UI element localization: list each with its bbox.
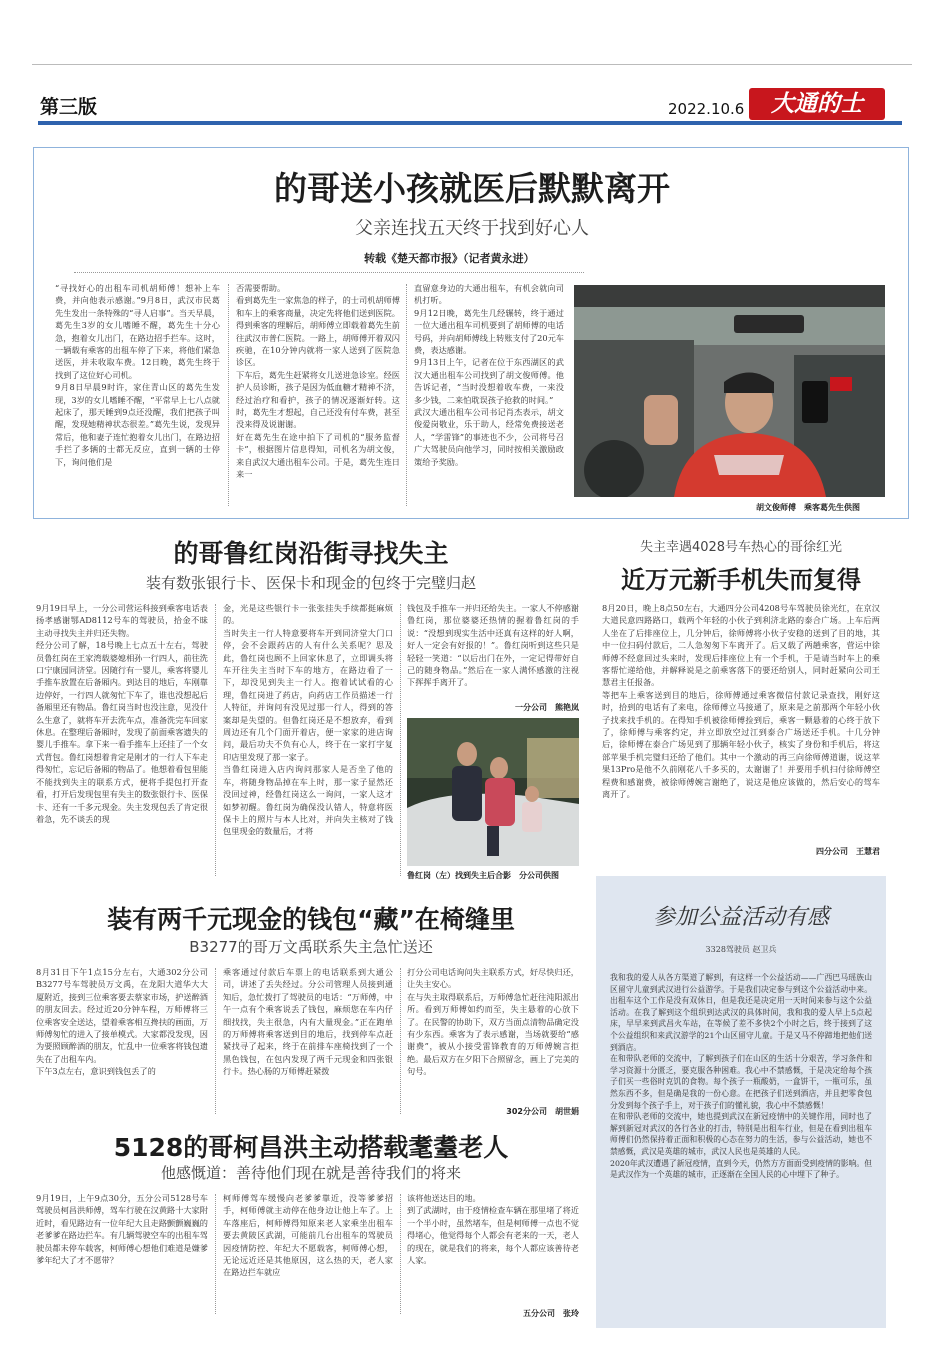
- article1-source-rule: [74, 272, 584, 273]
- article6-body: [610, 972, 872, 1317]
- masthead-rule: [38, 121, 902, 125]
- article-charity-essay: [596, 876, 886, 1328]
- section-label: 第三版: [40, 96, 98, 118]
- article2-col3: [407, 602, 579, 714]
- article-taxi-child-hospital: [33, 147, 909, 519]
- article4-col-rule: [215, 968, 216, 1114]
- article4-col2: [223, 966, 393, 1116]
- article2-col2: [223, 602, 393, 882]
- article6-title: 参加公益活动有感: [652, 905, 829, 930]
- article1-col3-text: 直留意身边的大通出租车，有机会就向司机打听。 9月12日晚，葛先生几经辗转，终于通过一位大通出租车司机要到了胡师傅的电话号码，并向胡师傅线上转账支付了20元车费，表达感谢。 9月13日上午，记者在位于东西湖区的武汉大通出租车公司找到了胡文俊师傅。他告诉记者，“当时没想着收车费，一来没多少钱，二来怕耽误孩子抢救的时间。” 武汉大通出租车公司书记肖杰表示，胡文俊爱岗敬业，乐于助人，经常免费接送老人，“学雷锋”的事迹也不少，公司将号召广大驾驶员向他学习，同时按相关激励政策给予奖励。: [414, 283, 564, 467]
- article5-col2-text: 柯师傅驾车缓慢向老爹爹靠近，没等爹爹招手，柯师傅就主动停在他身边让他上车了。上车落座后，柯师傅得知原来老人家乘坐出租车要去黄陂区武湖，可能前几台出租车的驾驶员因疫情防控、年纪大不愿载客，柯师傅心想，无论远近还是其他原因，这么热的天，老人家在路边拦车就应: [223, 1193, 393, 1278]
- driver-photo-illustration: [574, 285, 885, 497]
- article5-title: 5128的哥柯昌洪主动搭载耄耋老人: [113, 1133, 509, 1162]
- article2-col-rule: [215, 604, 216, 876]
- article5-subtitle: 他感慨道：善待他们现在就是善待我们的将来: [160, 1164, 461, 1182]
- article5-col2: [223, 1192, 393, 1316]
- article2-col3-text: 钱包及手推车一并归还给失主。一家人不停感谢鲁红岗，那位婆婆还热情的握着鲁红岗的手说：“没想到现实生活中还真有这样的好人啊，好人一定会有好报的！”。鲁红岗听到这些只是轻轻一笑道：“以后出门在外，一定记得带好自己的随身物品。”然后在一家人满怀感激的注视下挥挥手离开了。: [407, 603, 579, 688]
- issue-date: 2022.10.6: [668, 100, 745, 118]
- article-wallet-in-seat: [33, 898, 589, 1126]
- article4-col-rule: [400, 968, 401, 1114]
- article4-subtitle: B3277的哥万文禹联系失主急忙送还: [189, 938, 433, 956]
- group-photo-illustration: [407, 718, 579, 866]
- article1-photo-caption: 胡文俊师傅 乘客葛先生供图: [756, 503, 860, 512]
- article1-subtitle: 父亲连找五天终于找到好心人: [355, 218, 589, 239]
- article1-title: 的哥送小孩就医后默默离开: [274, 169, 670, 208]
- article4-col1: [36, 966, 208, 1116]
- article6-author: 3328驾驶员 赵卫兵: [705, 945, 777, 954]
- article1-col2: [236, 282, 400, 510]
- article3-byline: 四分公司 王慧君: [816, 847, 880, 856]
- article5-col1-text: 9月19日，上午9点30分，五分公司5128号车驾驶员柯昌洪师傅，驾车行驶在汉黄路十大家附近时，看见路边有一位年纪大且走路颤颤巍巍的老爹爹在路边拦车。有几辆驾驶空车的出租车驾驶员都未停车载客，柯师傅心想他们难道是嫌爹爹年纪大了才不愿带？: [36, 1193, 208, 1266]
- article2-subtitle: 装有数张银行卡、医保卡和现金的包终于完璧归赵: [145, 574, 476, 592]
- article4-title: 装有两千元现金的钱包“藏”在椅缝里: [107, 905, 515, 934]
- article1-col1-text: “寻找好心的出租车司机胡师傅！想补上车费，并向他表示感谢。”9月8日，武汉市民葛先生发出一条特殊的“寻人启事”。当天早晨，葛先生3岁的女儿嗜睡不醒，葛先生十分心急，抱着女儿出门，在路边招手拦车。这时，一辆载有乘客的出租车停了下来，将他们紧急送医，并未收取车费。12日晚，葛先生终于找到了这位好心司机。 9月8日早晨9时许，家住青山区的葛先生发现，3岁的女儿嗜睡不醒，“平常早上七八点就起床了，那天睡到9点还没醒，我们把孩子叫醒，发现她精神状态很差。”葛先生说，发现异常后，他和妻子连忙抱着女儿出门，在路边招手拦了多辆的士都无反应，直到一辆的士停下，询问他们是: [55, 283, 220, 467]
- article1-col-rule: [228, 284, 229, 506]
- article1-col3: [414, 282, 564, 510]
- article5-byline: 五分公司 张玲: [523, 1309, 579, 1318]
- article6-body-text: 我和我的爱人从各方渠道了解到，有这样一个公益活动——广西巴马瑶族山区留守儿童到武汉进行公益游学。于是我们决定参与到这个公益活动中来。出租车这个工作是没有双休日，但是我还是决定用一天时间来参与这个公益活动。在我了解到这个组织到达武汉的具体时间，我和我的爱人早上5点起床，早早来到武昌火车站，在等候了差不多快2个小时之后，终于接到了这个公益组织和来武汉游学的21个山区留守儿童。于是又马不停蹄地把他们送到酒店。 在和带队老师的交流中，了解到孩子们在山区的生活十分艰苦，学习条件和学习资源十分匮乏，要克服各种困难。我心中不禁感慨，于是决定给每个孩子们买一些俗时克饥的食物。每个孩子一瓶酸奶，一盒饼干，一瓶可乐，虽然东西不多，但是确是我的一份心意。在把孩子们送到酒店，并且把零食包分发到每个孩子手上，对于孩子们的懂礼貌，我心中不禁感慨！ 在和带队老师的交流中，她也提到武汉在新冠疫情中的关键作用，同时也了解到新冠对武汉的各行各业的打击，特别是出租车行业，但是在看到出租车师傅们仍然保持着正面和积极的心态在努力的生活，参与公益活动，她也不禁感慨，武汉是英雄的城市，武汉人民也是英雄的人民。 2020年武汉遭遇了新冠疫情，直到今天，仍然方方面面受到疫情的影响。但是武汉作为一个英雄的城市，正逐渐在全国人民的心中埋下了种子。: [610, 973, 872, 1180]
- article5-col-rule: [400, 1194, 401, 1314]
- article2-col-rule: [400, 604, 401, 876]
- article3-title: 近万元新手机失而复得: [621, 566, 861, 594]
- article4-col3: [407, 966, 579, 1102]
- article1-col1: [55, 282, 220, 510]
- article3-kicker: 失主幸遇4028号车热心的哥徐红光: [639, 540, 843, 555]
- photo-driver-with-owners: [407, 718, 579, 866]
- article-lost-phone: [596, 530, 886, 860]
- photo-driver-in-taxi: [574, 285, 885, 497]
- article-lost-bag-return: [33, 530, 589, 890]
- masthead: [0, 0, 940, 125]
- article5-col1: [36, 1192, 208, 1316]
- article2-col1-text: 9月19日早上，一分公司营运科接到乘客电话表扬孝感谢鄂AD8112号车的驾驶员，拾金不昧主动寻找失主并归还失物。 经分公司了解，18号晚上七点五十左右，驾驶员鲁红岗在王家湾载婆媳相孙一行四人，前往洗口宁康园同济堂。因随行有一婴儿，乘客将婴儿手推车放置在后备厢内。到达目的地后，车刚靠边停好，一行四人就匆忙下车了，谁也没想起后备厢里还有物品。鲁红岗当时也没注意，见没什么生意了，就将车开去洗车点，准备洗完车回家休息。在整理后备厢时，发现了前面乘客遗失的婴儿手推车。拿下来一看手推车上还挂了一个女式背包。鲁红岗想着肯定是刚才的一行人下车走得匆忙，忘记后备厢的物品了。他想着看包里能不能找到失主的联系方式，便将手提包打开查看，打开后发现包里有失主的数张银行卡、医保卡、还有一千多元现金。失主发现包丢了肯定很着急，先不谈丢的现: [36, 603, 208, 824]
- article2-photo-caption: 鲁红岗（左）找到失主后合影 分公司供图: [407, 871, 559, 880]
- article1-col-rule: [406, 284, 407, 506]
- article1-col2-text: 否需要帮助。 看到葛先生一家焦急的样子，的士司机胡师傅和车上的乘客商量，决定先将他们送到医院。得到乘客的理解后，胡师傅立即载着葛先生前往武汉市普仁医院。一路上，胡师傅开着双闪疾驰，在10分钟内就将一家人送到了医院急诊区。 下车后，葛先生赶紧将女儿送进急诊室。经医护人员诊断，孩子是因为低血糖才精神不济，经过治疗和看护，孩子的情况逐渐好转。这时，葛先生才想起，自己还没有付车费，甚至没来得及说谢谢。 好在葛先生在途中拍下了司机的“服务监督卡”，根据图片信息得知，司机名为胡文俊，来自武汉大通出租车公司。于是，葛先生连日来一: [236, 283, 400, 480]
- top-rule: [32, 64, 912, 65]
- article4-col2-text: 乘客通过付款后车票上的电话联系到大通公司，讲述了丢失经过。分公司管理人员接到通知后，急忙拨打了驾驶员的电话：“万师傅，中午一点有个乘客说丢了钱包，麻烦您在车内仔细找找，失主很急，内有大量现金。”正在跑单的万师傅将乘客送到目的地后，找到停车点赶紧找寻了起来，终于在前排车座椅找到了一个黑色钱包，在包内发现了两千元现金和四张银行卡。热心肠的万师傅赶紧拨: [223, 967, 393, 1077]
- article3-body-text: 8月20日，晚上8点50左右，大通四分公司4208号车驾驶员徐光红，在京汉大道民意四路路口，载两个年轻的小伙子到利济北路的泰合广场。上车后两人坐在了后排座位上，几分钟后，徐师傅将小伙子安稳的送到了目的地，其中一位扫码付款后，二人急匆匆下车离开了。后又载了两趟乘客，营运中徐师傅不经意回过头来时，发现后排座位上有一个手机，于是请当时车上的乘客帮忙递给他，并解释说是之前乘客落下的要还给别人，同时赶紧向公司王慧君主任报备。 等把车上乘客送到目的地后，徐师傅通过乘客微信付款记录查找，刚好这时，拾到的电话有了来电，徐师傅立马接通了，原来是之前那两个年轻小伙子找来找手机的。在得知手机被徐师傅捡到后，乘客一颗悬着的心终于放下了，徐师傅与乘客约定，并立即放空过江到泰合广场送还手机。十几分钟后，徐师傅在泰合广场见到了那辆年轻小伙子，核实了身份和手机后，将这部苹果手机完璧归还给了他们。其中一个激动的再三向徐师傅道谢，说这苹果13Pro是他不久前刚花八千多买的，太谢谢了！并要用手机扫付徐师傅空程费和感谢费，被徐师傅婉言谢绝了，说这是他应该做的，然后安心的驾车离开了。: [602, 603, 880, 800]
- article3-body: [602, 602, 880, 842]
- article4-col3-text: 打分公司电话询问失主联系方式，好尽快归还，让失主安心。 在与失主取得联系后，万师傅急忙赶往沌阳派出所。看到万师傅如约而至，失主悬着的心放下了。在民警的协助下，双方当面点清物品确定没有少东西。乘客为了表示感谢，当场就要给“感谢费”，被从小接受雷锋教育的万师傅婉言拒绝。最后双方在夕阳下合照留念，画上了完美的句号。: [407, 967, 579, 1077]
- article2-title: 的哥鲁红岗沿街寻找失主: [173, 539, 449, 568]
- article4-col1-text: 8月31日下午1点15分左右，大通302分公司B3277号车驾驶员万文禹，在龙阳大道华大大厦附近，接到三位乘客要去蔡家市场，护送醉酒的朋友回去。经过近20分钟车程，万师傅将三位乘客安全送达，望着乘客相互搀扶的画面，万师傅匆忙的进入了接单模式。大家都没发现，因为要照顾醉酒的朋友，忙乱中一位乘客将钱包遗失在了出租车内。 下午3点左右，意识到钱包丢了的: [36, 967, 208, 1077]
- article2-col1: [36, 602, 208, 882]
- article5-col-rule: [215, 1194, 216, 1314]
- article1-source: 转载《楚天都市报》（记者黄永进）: [364, 252, 535, 265]
- article2-byline: 一分公司 熊艳岚: [515, 703, 579, 712]
- article-elderly-passenger: [33, 1128, 589, 1328]
- article2-col2-text: 金，光是这些银行卡一张张挂失手续都挺麻烦的。 当时失主一行人特意要将车开到同济堂大门口停，会不会跟药店的人有什么关系呢？思及此，鲁红岗也顾不上回家休息了，立即调头将车开往失主当时下车的地方，在路边看了一下，却没见到失主一行人。抱着试试看的心理，鲁红岗进了药店，向药店工作员描述一行人特征，并询问有没见过那一行人，得到的答案却是失望的。但鲁红岗还是不想放弃，看到周边还有几个门面开着店，便一家家的进店询问，最后功夫不负有心人，终于在一家打字复印店里发现了那一家子。 当鲁红岗进入店内询问那家人是否坐了他的车，将随身物品掉在车上时，那一家子显然还没回过神，经鲁红岗这么一询问，一家人这才如梦初醒。鲁红岗为确保没认错人，特意将医保卡上的照片与本人比对，并向失主核对了钱包里现金的数量后，才将: [223, 603, 393, 837]
- article5-col3-text: 该将他送达目的地。 到了武湖时，由于疫情检查车辆在那里堵了将近一个半小时，虽然堵车，但是柯师傅一点也不觉得堵心，他觉得每个人都会有老来的一天，老人的现在，就是我们的将来，每个人都应该善待老人家。: [407, 1193, 579, 1266]
- article5-col3: [407, 1192, 579, 1302]
- article4-byline: 302分公司 胡世娟: [506, 1107, 579, 1116]
- logo-text: 大通的士: [771, 90, 863, 117]
